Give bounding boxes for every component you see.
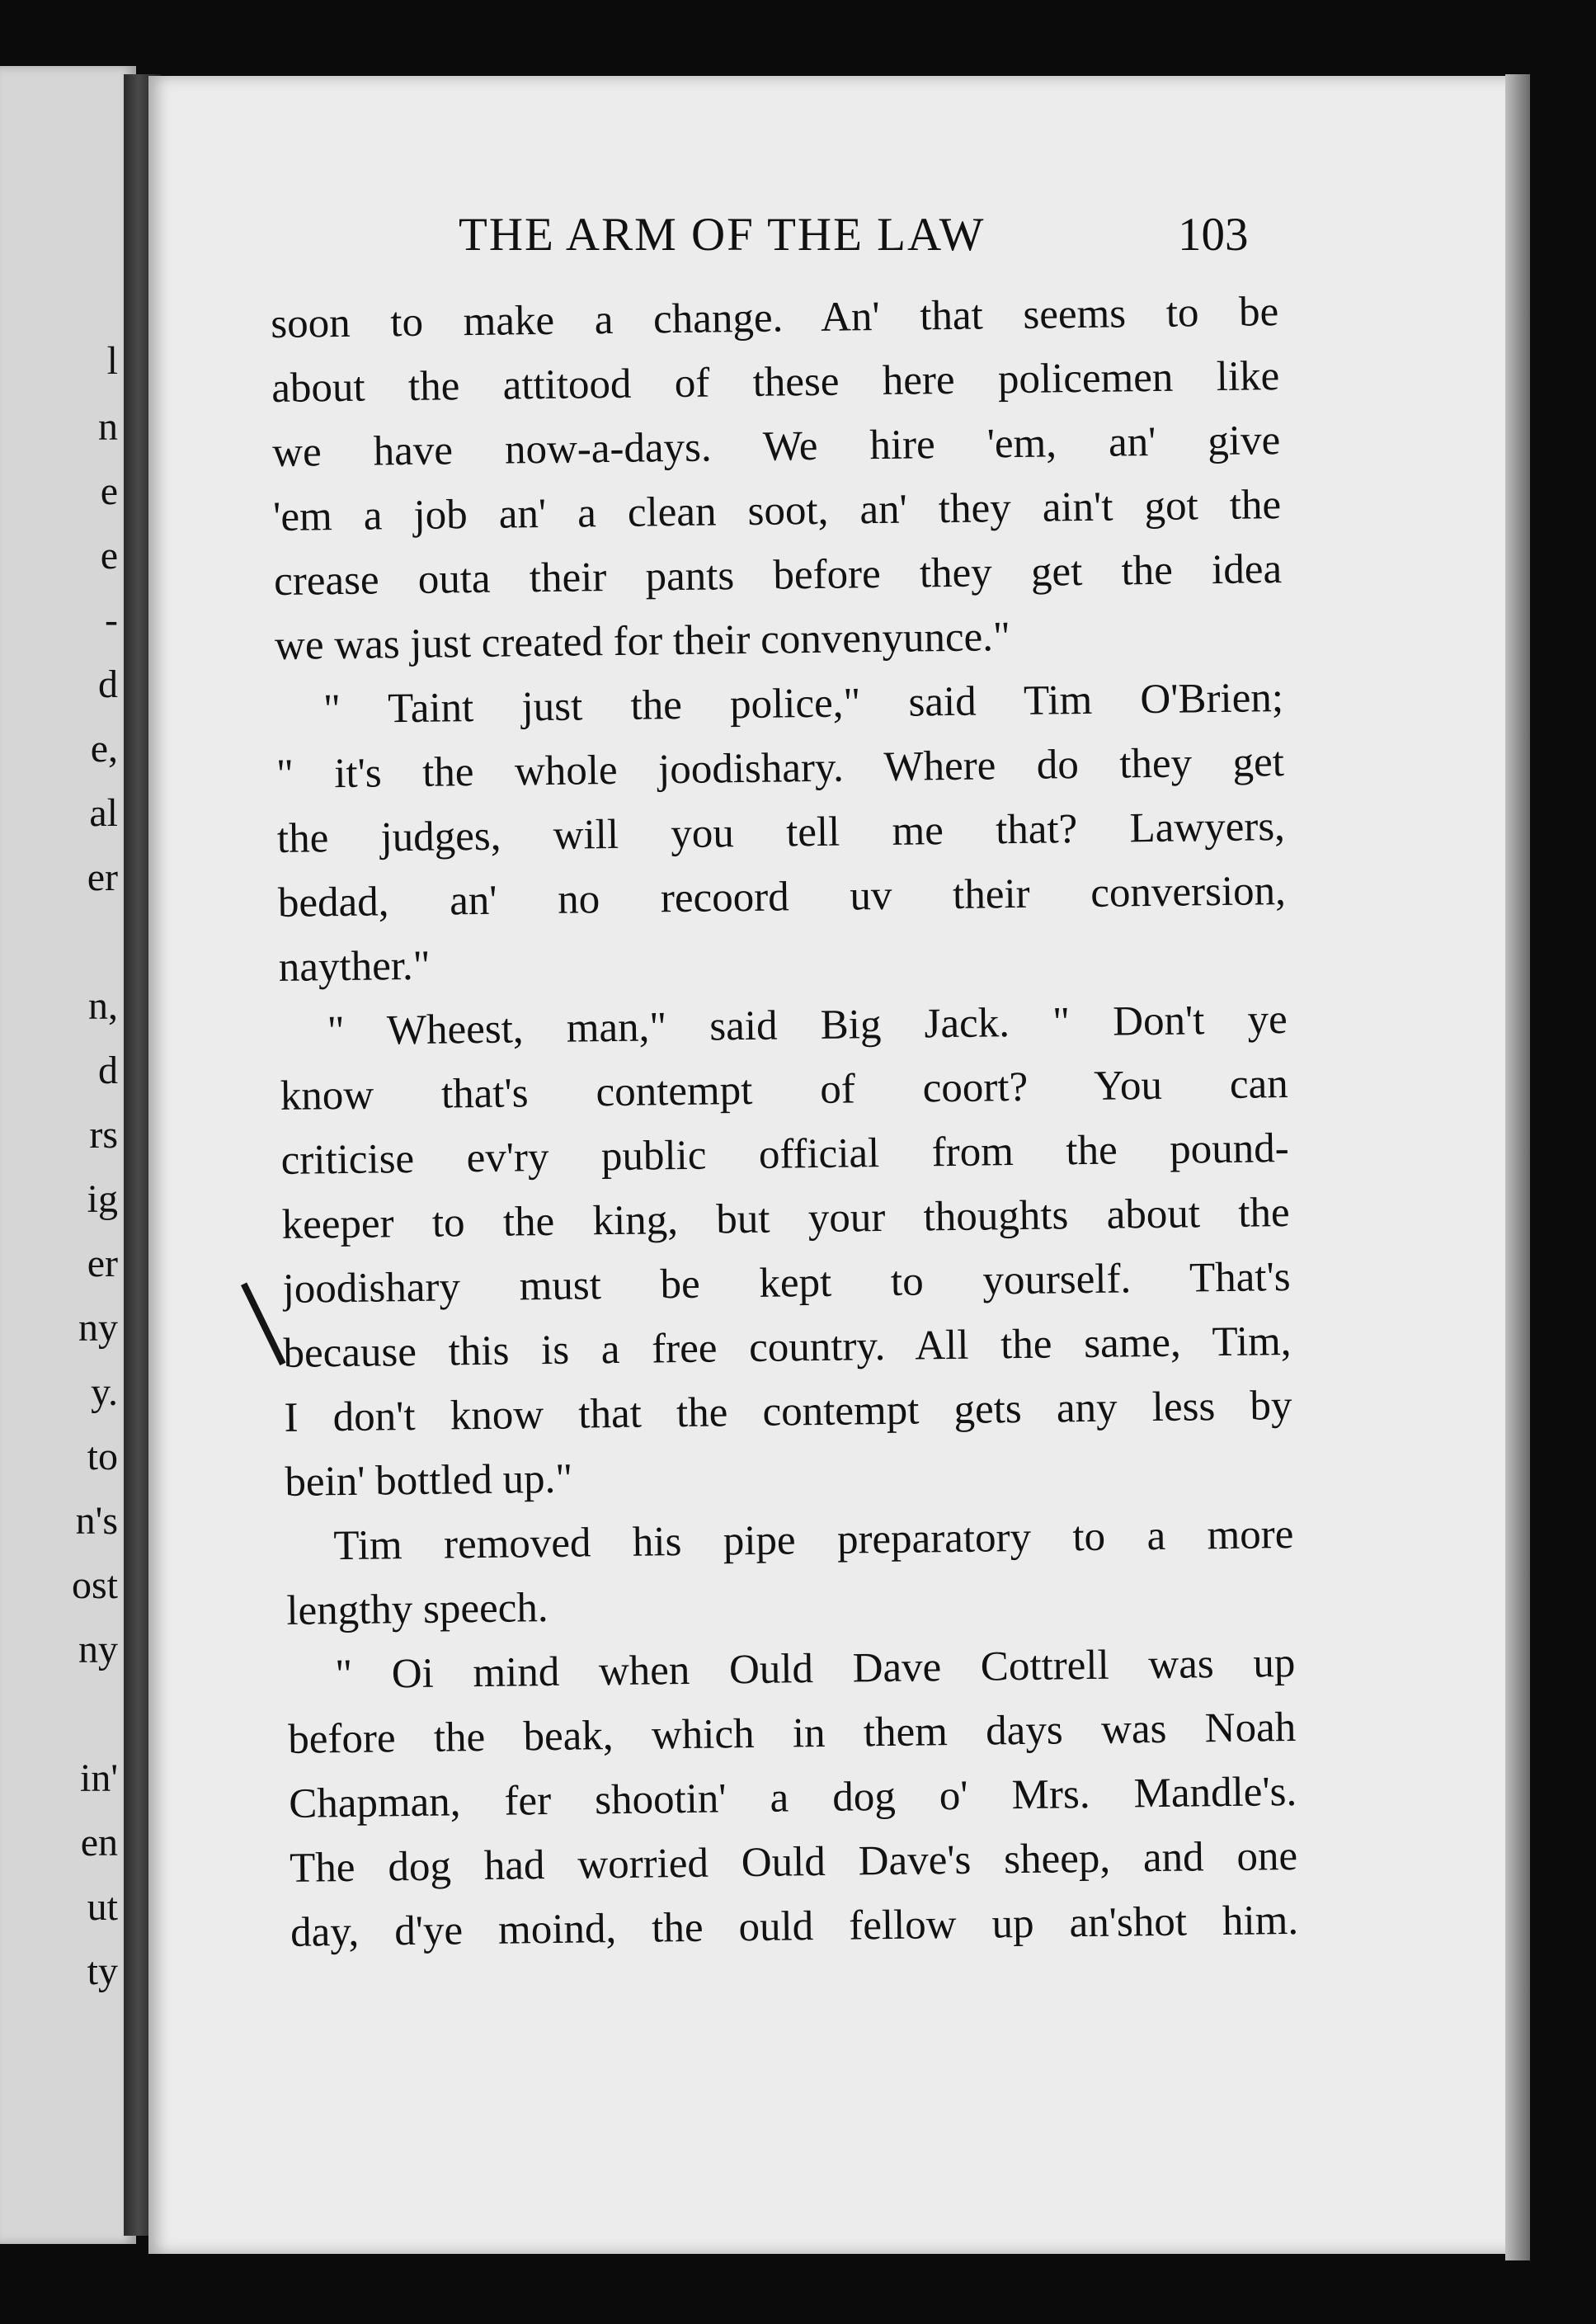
text-line: soon to make a change. An' that seems to be bbox=[270, 289, 1279, 347]
facing-page-fragment: l bbox=[106, 339, 118, 383]
text-line: because this is a free country. All the same, Tim, bbox=[283, 1318, 1292, 1377]
facing-page-fragment: n, bbox=[88, 984, 118, 1028]
text-line: joodishary must be kept to yourself. That's bbox=[282, 1253, 1291, 1313]
facing-page-fragment: ny bbox=[78, 1628, 118, 1671]
facing-page-fragment: e bbox=[100, 469, 118, 513]
text-line: keeper to the king, but your thoughts about the bbox=[281, 1189, 1290, 1248]
facing-page-fragment: to bbox=[87, 1435, 118, 1478]
facing-page-fragment: n bbox=[98, 405, 118, 449]
body-text bbox=[0, 284, 1596, 1994]
text-line: day, d'ye moind, the ould fellow up an'shot him. bbox=[290, 1897, 1299, 1956]
facing-page-fragment: en bbox=[80, 1821, 118, 1864]
running-head: THE ARM OF THE LAW bbox=[459, 209, 986, 261]
text-line: crease outa their pants before they get the idea bbox=[273, 546, 1283, 605]
facing-page-fragment: ny bbox=[78, 1306, 118, 1350]
facing-page-fragment: ost bbox=[71, 1563, 118, 1607]
text-line: Chapman, fer shootin' a dog o' Mrs. Mandle's. bbox=[288, 1768, 1297, 1827]
facing-page-fragment: d bbox=[98, 662, 118, 706]
facing-page-fragment: ut bbox=[87, 1885, 118, 1929]
facing-page-fragment: al bbox=[89, 791, 118, 835]
facing-page-fragment: y. bbox=[91, 1370, 118, 1414]
text-line: " Oi mind when Ould Dave Cottrell was up bbox=[334, 1639, 1296, 1699]
text-line: lengthy speech. bbox=[286, 1585, 548, 1634]
text-line: I don't know that the contempt gets any less by bbox=[284, 1382, 1292, 1441]
text-line: " Wheest, man," said Big Jack. " Don't ye bbox=[327, 996, 1288, 1055]
text-line: The dog had worried Ould Dave's sheep, and one bbox=[289, 1832, 1298, 1892]
facing-page-fragment: ty bbox=[87, 1949, 118, 1993]
text-line: about the attitood of these here policemen like bbox=[271, 353, 1280, 412]
text-line: " Taint just the police," said Tim O'Brien; bbox=[322, 675, 1284, 733]
facing-page-fragment: er bbox=[87, 856, 118, 899]
text-line: Tim removed his pipe preparatory to a more bbox=[333, 1511, 1294, 1570]
facing-page-fragment: in' bbox=[80, 1756, 118, 1800]
text-line: know that's contempt of coort? You can bbox=[280, 1060, 1289, 1120]
text-line: the judges, will you tell me that? Lawyers, bbox=[276, 804, 1286, 862]
page-number: 103 bbox=[1178, 209, 1249, 261]
text-line: " it's the whole joodishary. Where do they get bbox=[275, 739, 1285, 798]
text-line: bedad, an' no recoord uv their conversion, bbox=[277, 868, 1287, 926]
text-line: we have now-a-days. We hire 'em, an' give bbox=[271, 417, 1281, 476]
facing-page-fragment: e, bbox=[90, 727, 118, 771]
facing-page-fragment: ig bbox=[87, 1177, 118, 1221]
facing-page-fragment: n's bbox=[75, 1499, 118, 1543]
text-line: criticise ev'ry public official from the pound- bbox=[280, 1124, 1289, 1184]
text-line: 'em a job an' a clean soot, an' they ain't got the bbox=[272, 482, 1282, 540]
facing-page-fragment: er bbox=[87, 1242, 118, 1285]
text-line: nayther." bbox=[278, 942, 431, 991]
facing-page-fragment: e bbox=[100, 534, 118, 577]
facing-page-fragment: rs bbox=[89, 1113, 118, 1157]
text-line: bein' bottled up." bbox=[285, 1455, 573, 1506]
facing-page-fragment: - bbox=[105, 598, 118, 642]
facing-page-fragment: d bbox=[98, 1049, 118, 1092]
text-line: before the beak, which in them days was Noah bbox=[287, 1704, 1297, 1763]
text-line: we was just created for their convenyunce." bbox=[274, 614, 1011, 669]
